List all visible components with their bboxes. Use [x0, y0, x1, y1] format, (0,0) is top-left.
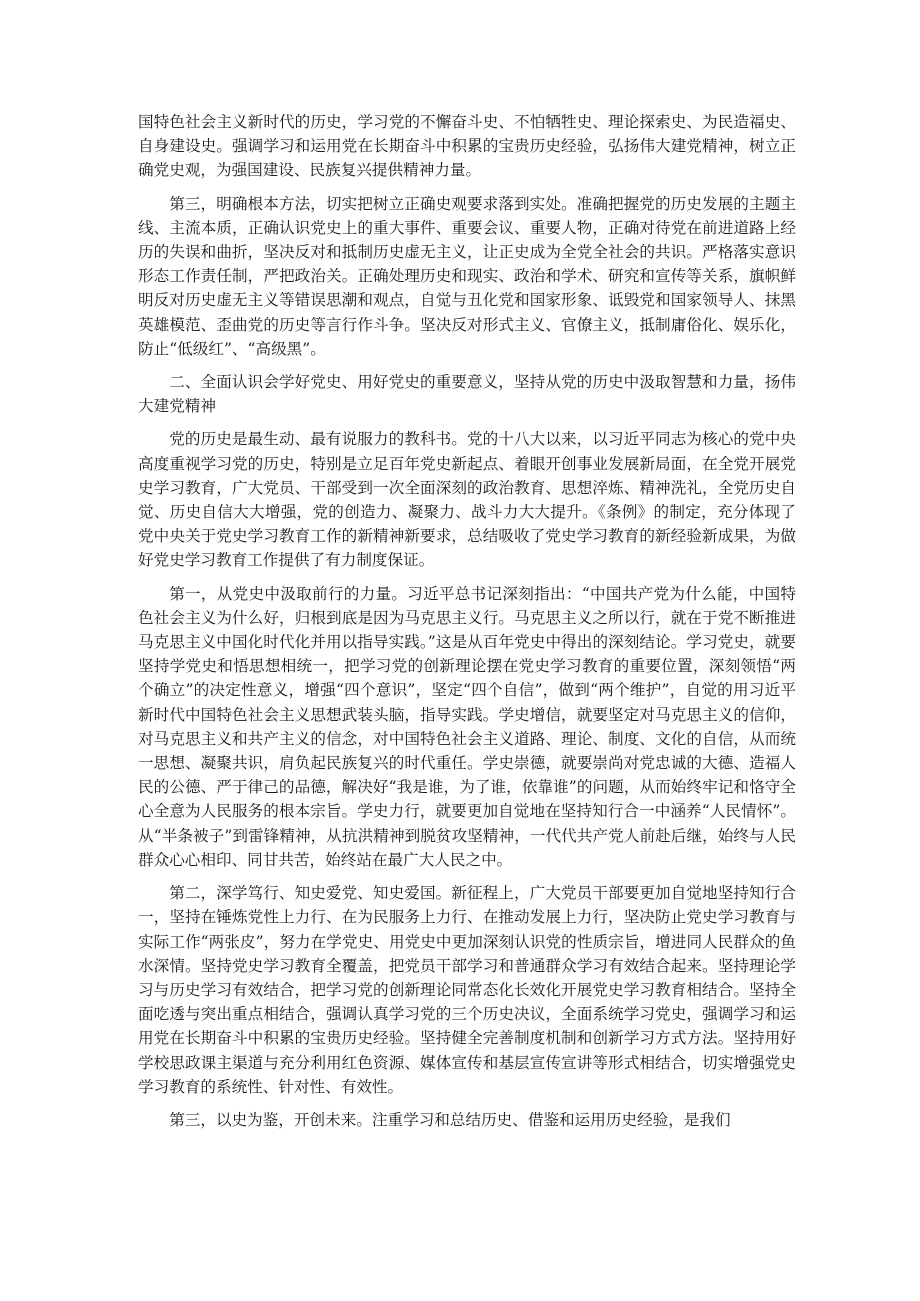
- paragraph-1: 国特色社会主义新时代的历史，学习党的不懈奋斗史、不怕牺牲史、理论探索史、为民造福史、自身建设史。强调学习和运用党在长期奋斗中积累的宝贵历史经验，弘扬伟大建党精神，树立正确党史观，为强国建设、民族复兴提供精神力量。: [138, 113, 796, 180]
- paragraph-6: 第三，以史为鉴，开创未来。注重学习和总结历史、借鉴和运用历史经验，是我们: [169, 1110, 731, 1129]
- section-heading-2: 二、全面认识会学好党史、用好党史的重要意义，坚持从党的历史中汲取智慧和力量，扬伟大建党精神: [138, 373, 796, 416]
- document-page: [138, 110, 796, 1141]
- paragraph-2: 第三，明确根本方法，切实把树立正确史观要求落到实处。准确把握党的历史发展的主题主线、主流本质，正确认识党史上的重大事件、重要会议、重要人物，正确对待党在前进道路上经历的失误和曲折，坚决反对和抵制历史虚无主义，让正史成为全党全社会的共识。严格落实意识形态工作责任制，严把政治关。正确处理历史和现实、政治和学术、研究和宣传等关系，旗帜鲜明反对历史虚无主义等错误思潮和观点，自觉与丑化党和国家形象、诋毁党和国家领导人、抹黑英雄模范、歪曲党的历史等言行作斗争。坚决反对形式主义、官僚主义，抵制庸俗化、娱乐化，防止“低级红”、“高级黑”。: [138, 194, 796, 358]
- paragraph-4: 第一，从党史中汲取前行的力量。习近平总书记深刻指出：“中国共产党为什么能，中国特色社会主义为什么好，归根到底是因为马克思主义行。马克思主义之所以行，就在于党不断推进马克思主义中国化时代化并用以指导实践。”这是从百年党史中得出的深刻结论。学习党史，就要坚持学党史和悟思想相统一，把学习党的创新理论摆在党史学习教育的重要位置，深刻领悟“两个确立”的决定性意义，增强“四个意识”，坚定“四个自信”，做到“两个维护”，自觉的用习近平新时代中国特色社会主义思想武装头脑，指导实践。学史增信，就要坚定对马克思主义的信仰，对马克思主义和共产主义的信念，对中国特色社会主义道路、理论、制度、文化的自信，从而统一思想、凝聚共识，肩负起民族复兴的时代重任。学史崇德，就要崇尚对党忠诚的大德、造福人民的公德、严于律己的品德，解决好“我是谁，为了谁，依靠谁”的问题，从而始终牢记和恪守全心全意为人民服务的根本宗旨。学史力行，就要更加自觉地在坚持知行合一中涵养“人民情怀”。从“半条被子”到雷锋精神，从抗洪精神到脱贫攻坚精神，一代代共产党人前赴后继，始终与人民群众心心相印、同甘共苦，始终站在最广大人民之中。: [138, 584, 796, 869]
- paragraph-5: 第二，深学笃行、知史爱党、知史爱国。新征程上，广大党员干部要更加自觉地坚持知行合一，坚持在锤炼党性上力行、在为民服务上力行、在推动发展上力行，坚决防止党史学习教育与实际工作“两张皮”，努力在学党史、用党史中更加深刻认识党的性质宗旨，增进同人民群众的鱼水深情。坚持党史学习教育全覆盖，把党员干部学习和普通群众学习有效结合起来。坚持理论学习与历史学习有效结合，把学习党的创新理论同常态化长效化开展党史学习教育相结合。坚持全面吃透与突出重点相结合，强调认真学习党的三个历史决议，全面系统学习党史，强调学习和运用党在长期奋斗中积累的宝贵历史经验。坚持健全完善制度机制和创新学习方式方法。坚持用好学校思政课主渠道与充分利用红色资源、媒体宣传和基层宣传宣讲等形式相结合，切实增强党史学习教育的系统性、针对性、有效性。: [138, 884, 796, 1096]
- paragraph-3: 党的历史是最生动、最有说服力的教科书。党的十八大以来，以习近平同志为核心的党中央高度重视学习党的历史，特别是立足百年党史新起点、着眼开创事业发展新局面，在全党开展党史学习教育，广大党员、干部受到一次全面深刻的政治教育、思想淬炼、精神洗礼，全党历史自觉、历史自信大大增强，党的创造力、凝聚力、战斗力大大提升。《条例》的制定，充分体现了党中央关于党史学习教育工作的新精神新要求，总结吸收了党史学习教育的新经验新成果，为做好党史学习教育工作提供了有力制度保证。: [138, 430, 796, 570]
